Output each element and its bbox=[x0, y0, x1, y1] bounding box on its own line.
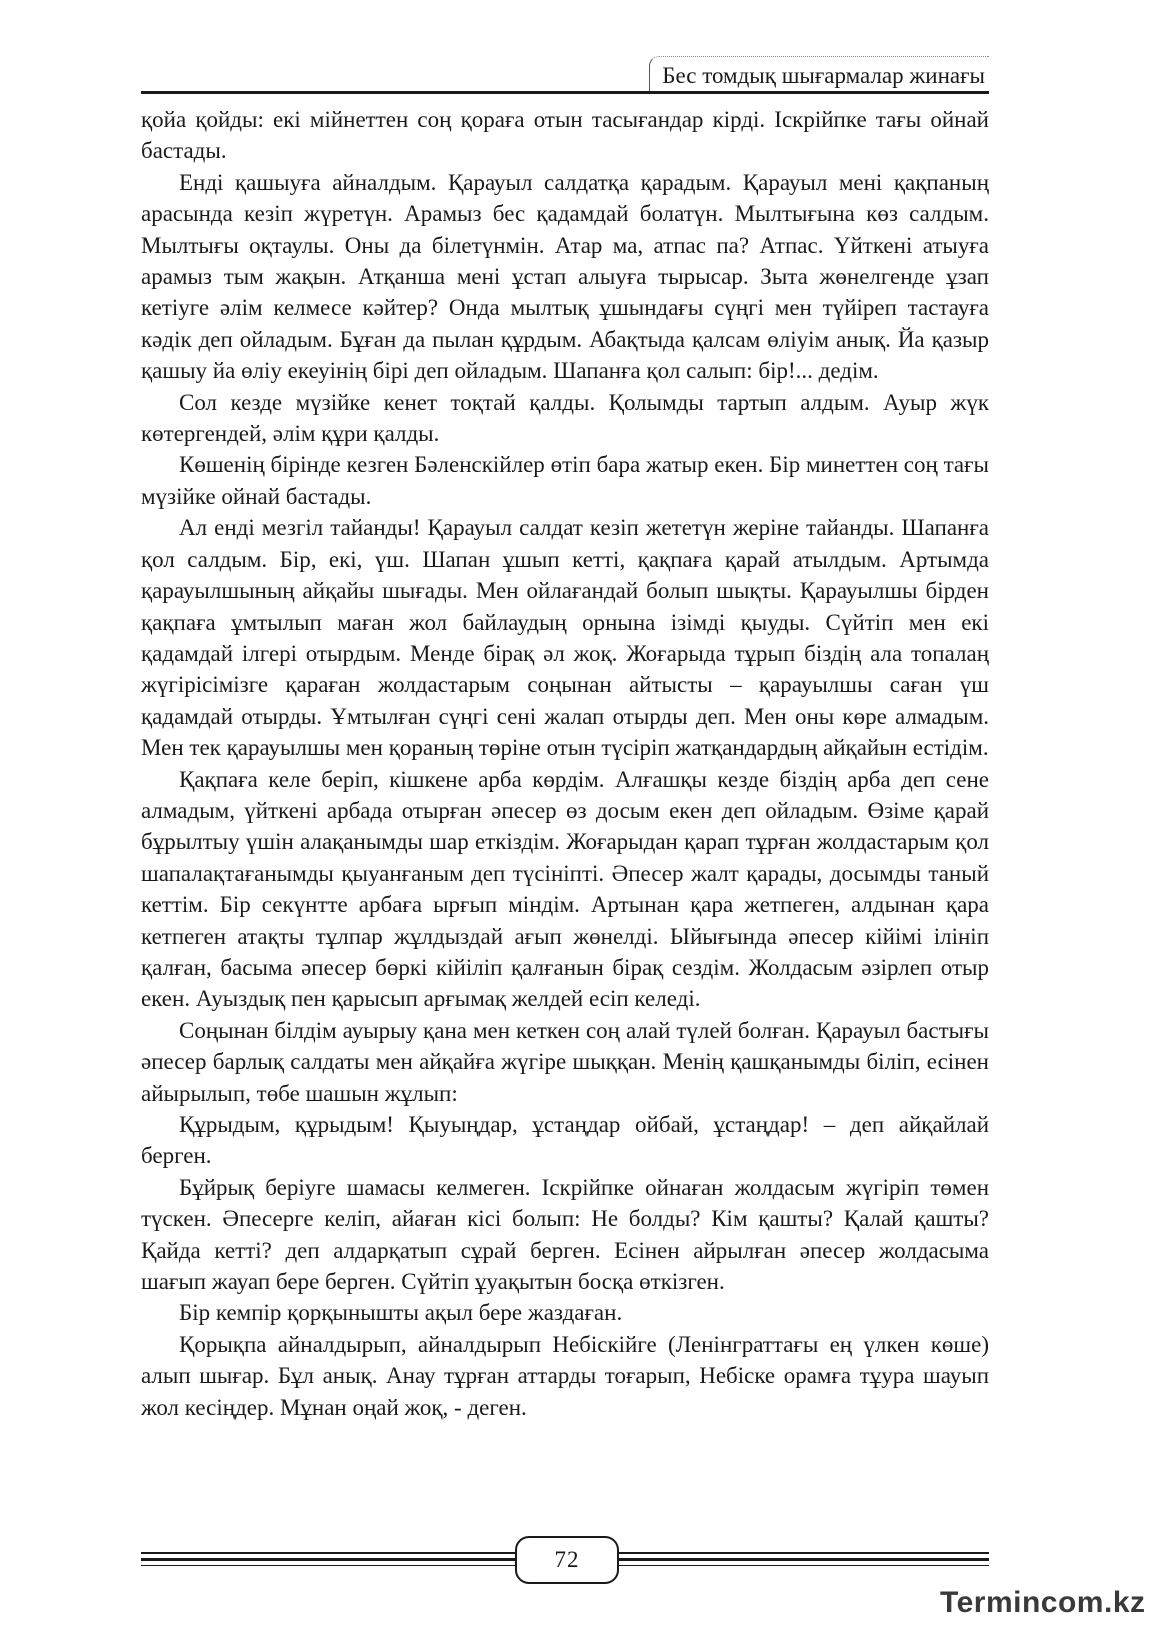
paragraph: Қақпаға келе беріп, кішкене арба көрдім. Алғашқы кезде біздің арба деп сене алмадым, үйткені арбада отырған әпесер өз досым екен деп ойладым. Өзіме қарай бұрылтыу үшін алақанымды шар еткіздім. Жоғарыдан қарап тұрған жолдастарым қол шапалақтағанымды қыуанғаным деп түсініпті. Әпесер жалт қарады, досымды таный кеттім. Бір секүнтте арбаға ырғып міндім. Артынан қара жетпеген, алдынан қара кетпеген атақты тұлпар жұлдыздай ағып жөнелді. Ыйығында әпесер кійімі ілініп қалған, басыма әпесер бөркі кійіліп қалғанын бірақ сездім. Жолдасым әзірлеп отыр екен. Ауыздық пен қарысып арғымақ желдей есіп келеді. bbox=[141, 766, 989, 1012]
page-footer bbox=[141, 1536, 989, 1582]
paragraph: Ал енді мезгіл тайанды! Қарауыл салдат кезіп жететүн жеріне тайанды. Шапанға қол салдым. Бір, екі, үш. Шапан ұшып кетті, қақпаға қарай атылдым. Артымда қарауылшының айқайы шығады. Мен ойлағандай болып шықты. Қарауылшы бірден қақпаға ұмтылып маған жол байлаудың орнына ізімді қыуды. Сүйтіп мен екі қадамдай ілгері отырдым. Менде бірақ әл жоқ. Жоғарыда тұрып біздің ала топалаң жүгірісімізге қараған жолдастарым соңынан айтысты – қарауылшы саған үш қадамдай отырды. Ұмтылған сүңгі сені жалап отырды деп. Мен оны көре алмадым. Мен тек қарауылшы мен қораның төріне отын түсіріп жатқандардың айқайын естідім. bbox=[141, 515, 989, 761]
paragraph: Қорықпа айналдырып, айналдырып Небіскійге (Ленінграттағы ең үлкен көше) алып шығар. Бұл анық. Анау тұрған аттарды тоғарып, Небіске орамға тұура шауып жол кесіңдер. Мұнан оңай жоқ, - деген. bbox=[141, 1331, 989, 1420]
page-number: 72 bbox=[515, 1536, 619, 1584]
watermark-logo: Termincom.kz bbox=[940, 1586, 1146, 1619]
paragraph: Бір кемпір қорқынышты ақыл бере жаздаған. bbox=[179, 1300, 623, 1326]
header-rule bbox=[141, 91, 989, 94]
running-title: Бес томдық шығармалар жинағы bbox=[649, 56, 989, 93]
body-text bbox=[141, 104, 989, 1423]
paragraph: Көшенің бірінде кезген Бәленскійлер өтіп бара жатыр екен. Бір минеттен соң тағы мүзійке ойнай бастады. bbox=[141, 452, 989, 509]
paragraph: Құрыдым, құрыдым! Қыуыңдар, ұстаңдар ойбай, ұстаңдар! – деп айқайлай берген. bbox=[141, 1112, 989, 1169]
paragraph: қойа қойды: екі мійнеттен соң қораға отын тасығандар кірді. Іскрійпке тағы ойнай бастады. bbox=[141, 107, 989, 164]
paragraph: Сол кезде мүзійке кенет тоқтай қалды. Қолымды тартып алдым. Ауыр жүк көтергендей, әлім құри қалды. bbox=[141, 389, 989, 447]
paragraph: Соңынан білдім ауырыу қана мен кеткен соң алай түлей болған. Қарауыл бастығы әпесер барлық салдаты мен айқайға жүгіре шыққан. Менің қашқанымды біліп, есінен айырылып, төбе шашын жұлып: bbox=[141, 1017, 989, 1106]
paragraph: Енді қашыуға айналдым. Қарауыл салдатқа қарадым. Қарауыл мені қақпаның арасында кезіп жүретүн. Арамыз бес қадамдай болатүн. Мылтығына көз салдым. Мылтығы оқтаулы. Оны да білетүнмін. Атар ма, атпас па? Атпас. Үйткені атыуға арамыз тым жақын. Атқанша мені ұстап алыуға тырысар. Зыта жөнелгенде ұзап кетіуге әлім келмесе кәйтер? Онда мылтық ұшындағы сүңгі мен түйіреп тастауға кәдік деп ойладым. Бұған да пылан құрдым. Абақтыда қалсам өліуім анық. Йа қазыр қашыу йа өліу екеуінің бірі деп ойладым. Шапанға қол салып: бір!... дедім. bbox=[141, 169, 989, 384]
running-header bbox=[141, 52, 989, 94]
paragraph: Бұйрық беріуге шамасы келмеген. Іскрійпке ойнаған жолдасым жүгіріп төмен түскен. Әпесерге келіп, айаған кісі болып: Не болды? Кім қашты? Қалай қашты? Қайда кетті? деп алдарқатып сұрай берген. Есінен айрылған әпесер жолдасыма шағып жауап бере берген. Сүйтіп ұуақытын босқа өткізген. bbox=[141, 1174, 989, 1295]
